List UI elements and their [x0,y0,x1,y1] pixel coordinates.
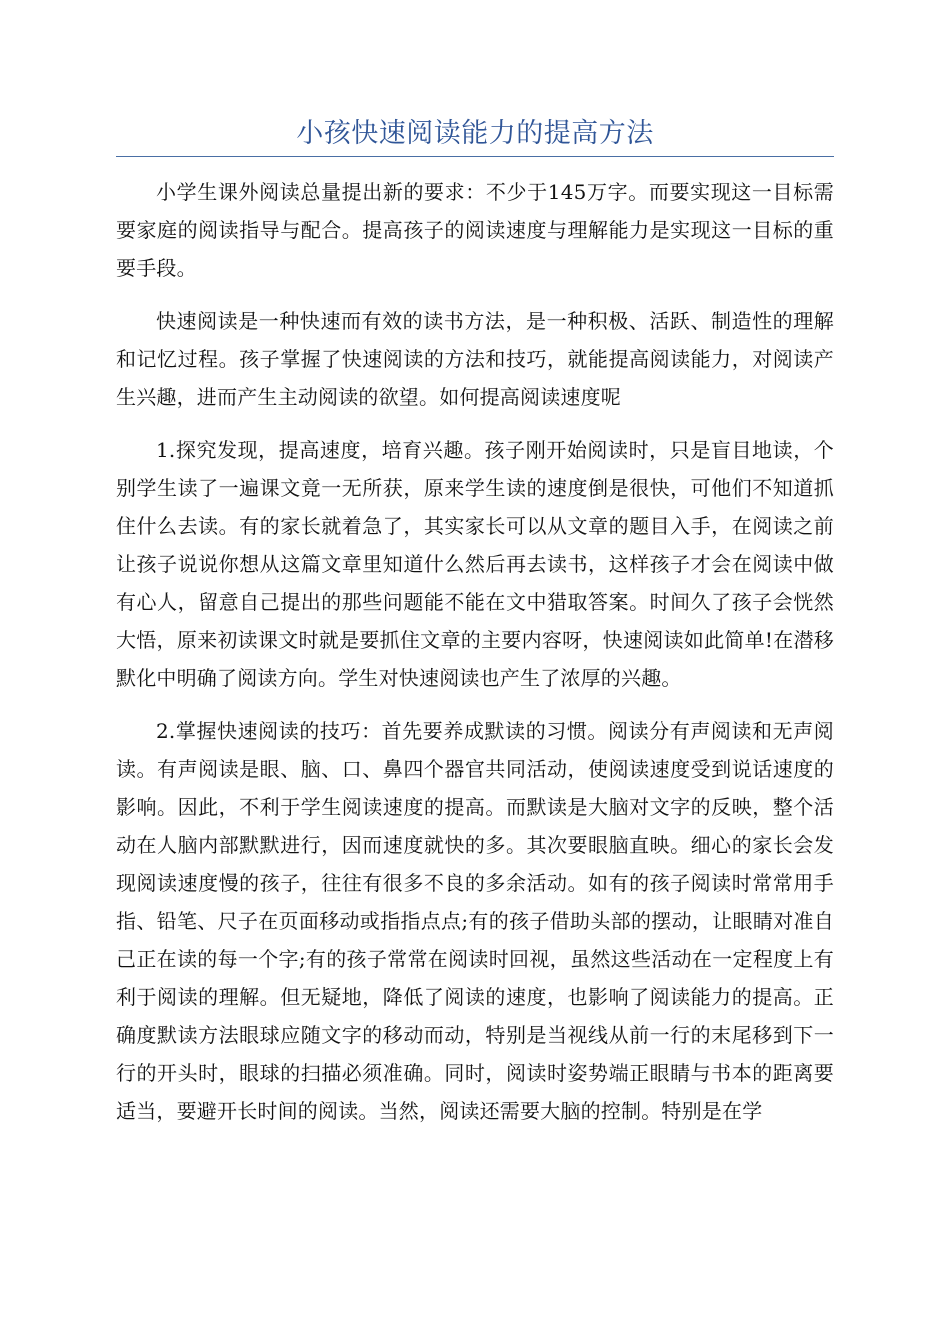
title-block [116,112,834,157]
document-body [116,173,834,1145]
paragraph-4: 2.掌握快速阅读的技巧：首先要养成默读的习惯。阅读分有声阅读和无声阅读。有声阅读是眼、脑、口、鼻四个器官共同活动，使阅读速度受到说话速度的影响。因此，不利于学生阅读速度的提高。而默读是大脑对文字的反映，整个活动在人脑内部默默进行，因而速度就快的多。其次要眼脑直映。细心的家长会发现阅读速度慢的孩子，往往有很多不良的多余活动。如有的孩子阅读时常常用手指、铅笔、尺子在页面移动或指指点点;有的孩子借助头部的摆动，让眼睛对准自己正在读的每一个字;有的孩子常常在阅读时回视，虽然这些活动在一定程度上有利于阅读的理解。但无疑地，降低了阅读的速度，也影响了阅读能力的提高。正确度默读方法眼球应随文字的移动而动，特别是当视线从前一行的末尾移到下一行的开头时，眼球的扫描必须准确。同时，阅读时姿势端正眼睛与书本的距离要适当，要避开长时间的阅读。当然，阅读还需要大脑的控制。特别是在学 [116,719,834,1123]
document-title: 小孩快速阅读能力的提高方法 [296,118,654,149]
paragraph-3: 1.探究发现，提高速度，培育兴趣。孩子刚开始阅读时，只是盲目地读，个别学生读了一遍课文竟一无所获，原来学生读的速度倒是很快，可他们不知道抓住什么去读。有的家长就着急了，其实家长可以从文章的题目入手，在阅读之前让孩子说说你想从这篇文章里知道什么然后再去读书，这样孩子才会在阅读中做有心人，留意自己提出的那些问题能不能在文中猎取答案。时间久了孩子会恍然大悟，原来初读课文时就是要抓住文章的主要内容呀，快速阅读如此简单!在潜移默化中明确了阅读方向。学生对快速阅读也产生了浓厚的兴趣。 [116,438,834,690]
paragraph-2: 快速阅读是一种快速而有效的读书方法，是一种积极、活跃、制造性的理解和记忆过程。孩子掌握了快速阅读的方法和技巧，就能提高阅读能力，对阅读产生兴趣，进而产生主动阅读的欲望。如何提高阅读速度呢 [116,309,834,409]
paragraph-1: 小学生课外阅读总量提出新的要求：不少于145万字。而要实现这一目标需要家庭的阅读指导与配合。提高孩子的阅读速度与理解能力是实现这一目标的重要手段。 [116,180,834,280]
